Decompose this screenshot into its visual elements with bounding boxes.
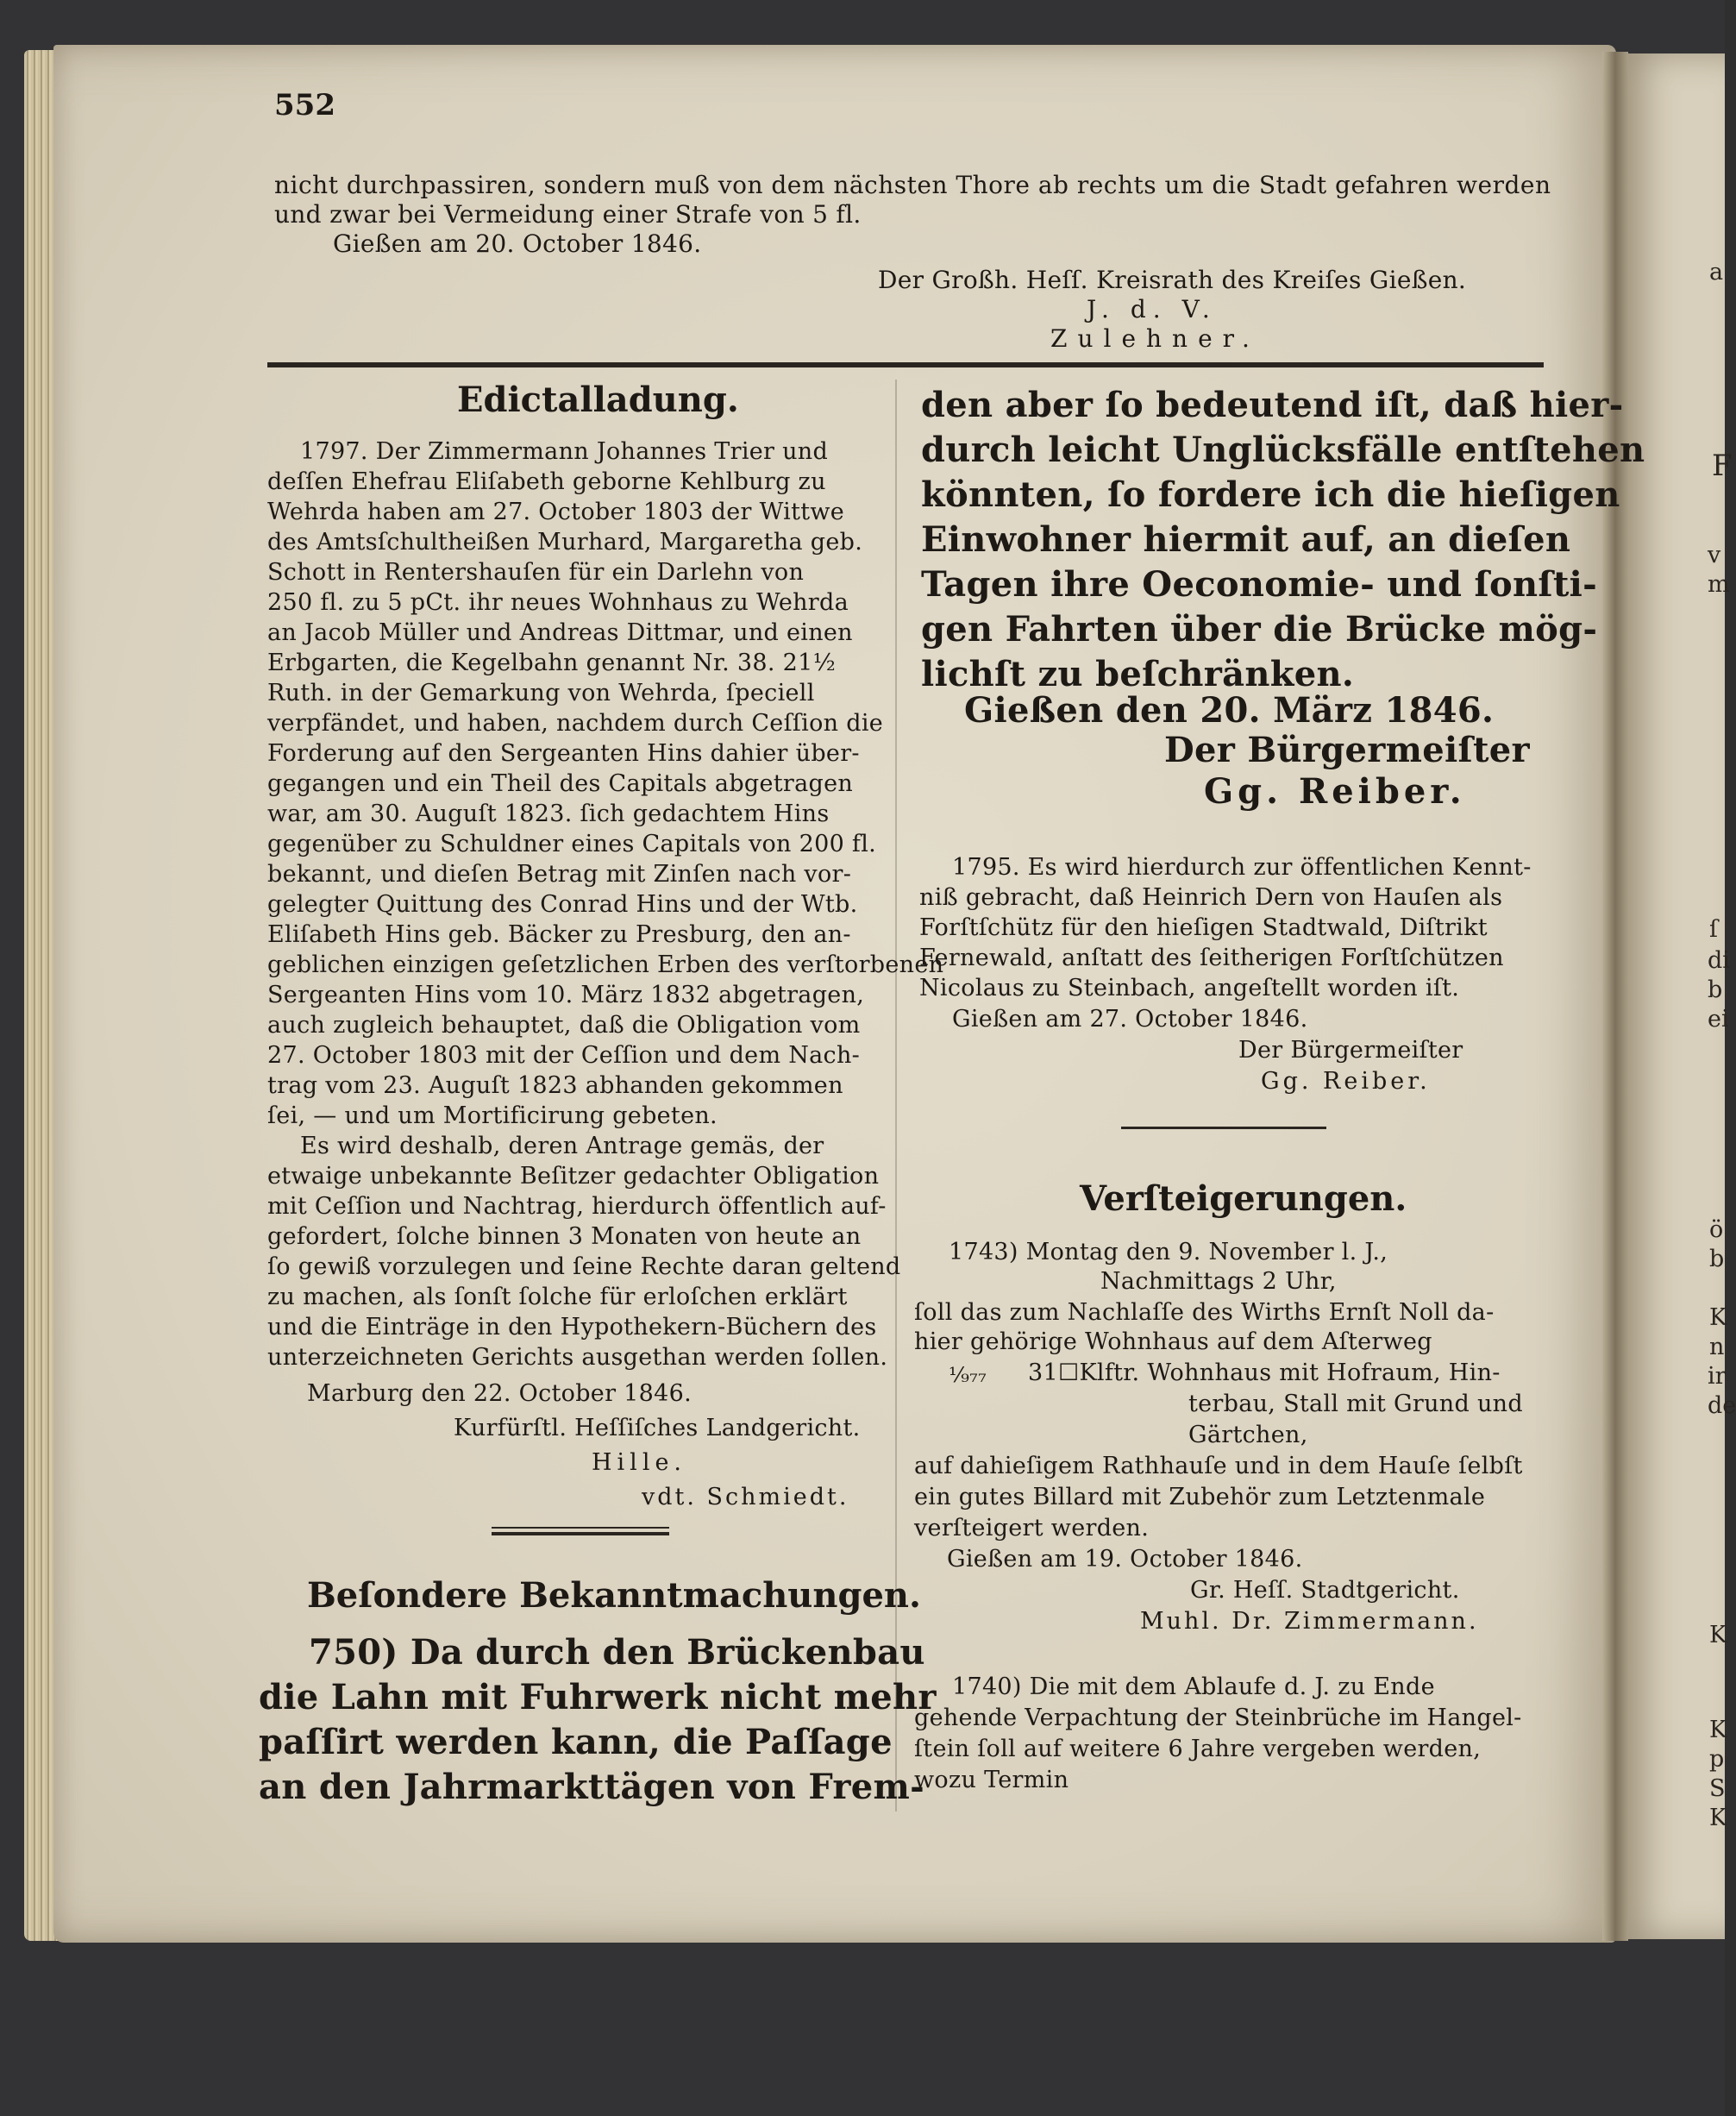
text-line: Forderung auf den Sergeanten Hins dahier über- (267, 740, 860, 767)
margin-letter: v (1708, 542, 1721, 568)
margin-letter: ö (1709, 1216, 1724, 1243)
margin-letter: b (1708, 976, 1723, 1003)
top-notice-signature: Zulehner. (1050, 324, 1260, 353)
versteigerungen-heading: Verſteigerungen. (1080, 1178, 1407, 1219)
auction-line: verſteigert werden. (914, 1515, 1150, 1541)
announcement-line: könnten, ſo fordere ich die hieſigen (921, 474, 1620, 515)
auction-line: terbau, Stall mit Grund und (1188, 1391, 1523, 1417)
text-line: Schott in Rentershauſen für ein Darlehn von (267, 559, 805, 586)
text-line: 1797. Der Zimmermann Johannes Trier und (300, 438, 829, 465)
top-notice-signature: J. d. V. (1087, 295, 1217, 323)
text-line: Eliſabeth Hins geb. Bäcker zu Presburg, den an- (267, 921, 851, 948)
edictalladung-vdt: vdt. Schmiedt. (642, 1484, 849, 1510)
auction-line: hier gehörige Wohnhaus auf dem Aſterweg (914, 1328, 1432, 1355)
text-line: 27. October 1803 mit der Ceſſion und dem Nach- (267, 1042, 861, 1069)
top-notice-date: Gießen am 20. October 1846. (333, 229, 702, 258)
page-number: 552 (274, 88, 335, 122)
text-line: unterzeichneten Gerichts ausgethan werden ſollen. (267, 1344, 888, 1371)
book-gutter (1602, 52, 1628, 1941)
notice-1795-line: Nicolaus zu Steinbach, angeſtellt worden iſt. (919, 975, 1460, 1001)
separator-rule (267, 362, 1544, 367)
notice-1795-line: 1795. Es wird hierdurch zur öffentlichen Kennt- (952, 854, 1532, 881)
edictalladung-court: Kurfürſtl. Heſſiſches Landgericht. (454, 1415, 861, 1441)
text-line: etwaige unbekannte Beſitzer gedachter Obligation (267, 1163, 880, 1190)
announcement-name: Gg. Reiber. (1204, 771, 1466, 812)
auction-court: Gr. Heſſ. Stadtgericht. (1190, 1577, 1460, 1604)
besondere-heading: Beſondere Bekanntmachungen. (307, 1575, 921, 1616)
margin-letter: K (1709, 1805, 1727, 1831)
announcement-line: die Lahn mit Fuhrwerk nicht mehr (259, 1677, 937, 1717)
margin-letter: ei (1708, 1006, 1729, 1033)
announcement-line: Tagen ihre Oeconomie- und ſonſti- (921, 564, 1598, 605)
text-line: Sergeanten Hins vom 10. März 1832 abgetragen, (267, 982, 865, 1008)
top-notice-signature: Der Großh. Heſſ. Kreisrath des Kreiſes Gießen. (878, 266, 1467, 294)
text-line: gefordert, ſolche binnen 3 Monaten von heute an (267, 1223, 862, 1250)
announcement-line: gen Fahrten über die Brücke mög- (921, 609, 1598, 650)
notice-1740-line: 1740) Die mit dem Ablaufe d. J. zu Ende (952, 1673, 1435, 1700)
text-line: an Jacob Müller und Andreas Dittmar, und einen (267, 619, 853, 646)
text-line: zu machen, als ſonſt ſolche für erloſchen erklärt (267, 1284, 848, 1310)
notice-1795-date: Gießen am 27. October 1846. (952, 1006, 1308, 1033)
margin-letter: ir (1708, 1363, 1727, 1390)
text-line: gegenüber zu Schuldner eines Capitals von 200 fl. (267, 831, 877, 857)
text-line: und die Einträge in den Hypothekern-Büchern des (267, 1314, 877, 1341)
notice-1795-name: Gg. Reiber. (1261, 1068, 1431, 1095)
margin-letter: K (1709, 1304, 1727, 1331)
text-line: 250 fl. zu 5 pCt. ihr neues Wohnhaus zu Wehrda (267, 589, 849, 616)
margin-letter: a (1709, 259, 1724, 286)
text-line: mit Ceſſion und Nachtrag, hierdurch öffentlich auf- (267, 1193, 887, 1220)
auction-date: Gießen am 19. October 1846. (947, 1546, 1303, 1573)
notice-1740-line: ſtein ſoll auf weitere 6 Jahre vergeben werden, (914, 1736, 1482, 1762)
margin-letter: K (1709, 1622, 1727, 1648)
text-line: auch zugleich behauptet, daß die Obligation vom (267, 1012, 861, 1039)
edictalladung-name: Hille. (592, 1449, 687, 1476)
announcement-date: Gießen den 20. März 1846. (964, 690, 1495, 731)
notice-1795-line: niß gebracht, daß Heinrich Dern von Hauſen als (919, 884, 1503, 911)
announcement-line: lichſt zu beſchränken. (921, 654, 1355, 694)
text-line: gelegter Quittung des Conrad Hins und der Wtb. (267, 891, 858, 918)
text-line: ſo gewiß vorzulegen und ſeine Rechte daran geltend (267, 1253, 901, 1280)
text-line: geblichen einzigen geſetzlichen Erben des verſtorbenen (267, 951, 944, 978)
auction-names: Muhl. Dr. Zimmermann. (1140, 1608, 1479, 1635)
notice-1740-line: wozu Termin (914, 1767, 1069, 1793)
auction-line: Nachmittags 2 Uhr, (1100, 1268, 1337, 1295)
auction-fraction: ¹⁄₉₇₇ (949, 1363, 987, 1387)
text-line: bekannt, und dieſen Betrag mit Zinſen nach vor- (267, 861, 852, 888)
margin-letter: ſ (1709, 916, 1718, 943)
margin-letter: p (1709, 1746, 1725, 1773)
notice-1795-title: Der Bürgermeiſter (1238, 1037, 1463, 1064)
top-notice-line: nicht durchpassiren, sondern muß von dem nächsten Thore ab rechts um die Stadt gefahren werden (274, 171, 1551, 199)
text-line: verpfändet, und haben, nachdem durch Ceſſion die (267, 710, 884, 737)
short-rule (1121, 1127, 1326, 1129)
auction-line: 31☐Klftr. Wohnhaus mit Hofraum, Hin- (1028, 1359, 1501, 1386)
text-line: war, am 30. Auguſt 1823. ſich gedachtem Hins (267, 801, 830, 827)
notice-1740-line: gehende Verpachtung der Steinbrüche im Hangel- (914, 1705, 1522, 1731)
edictalladung-date: Marburg den 22. October 1846. (307, 1380, 692, 1407)
text-line: ſei, — und um Mortificirung gebeten. (267, 1102, 718, 1129)
text-line: trag vom 23. Auguſt 1823 abhanden gekommen (267, 1072, 843, 1099)
announcement-line: 750) Da durch den Brückenbau (309, 1632, 925, 1673)
margin-letter: K (1709, 1717, 1727, 1743)
short-rule (492, 1532, 669, 1535)
margin-letter: F (1712, 449, 1733, 483)
announcement-line: durch leicht Unglücksfälle entſtehen (921, 430, 1645, 470)
notice-1795-line: Fernewald, anſtatt des ſeitherigen Forſtſchützen (919, 945, 1504, 971)
margin-letter: S (1709, 1775, 1726, 1802)
auction-line: ſoll das zum Nachlaſſe des Wirths Ernſt Noll da- (914, 1299, 1495, 1326)
text-line: gegangen und ein Theil des Capitals abgetragen (267, 770, 854, 797)
text-line: Ruth. in der Gemarkung von Wehrda, ſpeciell (267, 680, 815, 706)
auction-line: Gärtchen, (1188, 1422, 1308, 1448)
auction-line: ein gutes Billard mit Zubehör zum Letztenmale (914, 1484, 1486, 1510)
auction-line: 1743) Montag den 9. November l. J., (949, 1239, 1388, 1265)
announcement-line: den aber ſo bedeutend iſt, daß hier- (921, 385, 1624, 425)
margin-letter: de (1708, 1392, 1736, 1419)
margin-letter: b (1709, 1246, 1725, 1272)
margin-letter: m (1708, 571, 1730, 598)
text-line: Es wird deshalb, deren Antrage gemäs, der (300, 1133, 824, 1159)
text-line: deſſen Ehefrau Eliſabeth geborne Kehlburg zu (267, 468, 826, 495)
text-line: Erbgarten, die Kegelbahn genannt Nr. 38. 21½ (267, 650, 837, 676)
text-line: des Amtsſchultheißen Murhard, Margaretha geb. (267, 529, 863, 556)
edictalladung-heading: Edictalladung. (457, 380, 739, 420)
auction-line: auf dahieſigem Rathhauſe und in dem Hauſe ſelbſt (914, 1453, 1523, 1479)
short-rule (492, 1527, 669, 1529)
announcement-line: Einwohner hiermit auf, an dieſen (921, 519, 1571, 560)
announcement-line: paſſirt werden kann, die Paſſage (259, 1722, 893, 1762)
top-notice-line: und zwar bei Vermeidung einer Strafe von 5 fl. (274, 200, 862, 229)
margin-letter: di (1708, 947, 1730, 974)
announcement-line: an den Jahrmarkttägen von Frem- (259, 1767, 925, 1807)
announcement-title: Der Bürgermeiſter (1164, 730, 1530, 770)
text-line: Wehrda haben am 27. October 1803 der Wittwe (267, 499, 845, 525)
margin-letter: n (1709, 1334, 1725, 1360)
notice-1795-line: Forſtſchütz für den hieſigen Stadtwald, Diſtrikt (919, 914, 1488, 941)
